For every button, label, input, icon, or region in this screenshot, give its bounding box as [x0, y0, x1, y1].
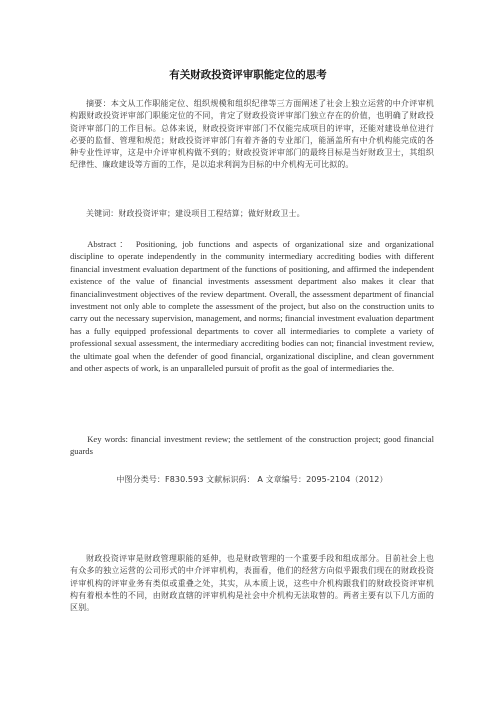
- abstract-english-text: Positioning, job functions and aspects of organizational size and organizational discipline to operate independently in the community intermediary accrediting bodies with different financial investment evaluation department of the functions of positioning, and affirmed the independent existence of the value of financial investments assessment department also makes it clear that financialinvestment objectives of the review department. Overall, the assessment department of financial investment not only able to complete the assessment of the project, but also on the construction units to carry out the necessary supervision, management, and norms; financial investment evaluation department has a fully equipped professional departments to cover all intermediaries to complete a variety of professional sexual assessment, the intermediary accrediting bodies can not; financial investment review, the ultimate goal when the defender of good financial, organizational discipline, and clean government and other aspects of work, is an unparalleled pursuit of profit as the goal of intermediaries the.: [70, 239, 434, 374]
- keywords-chinese: [70, 208, 434, 220]
- abstract-chinese-label: 摘要：: [86, 99, 111, 108]
- abstract-chinese-text: 本文从工作职能定位、组织规模和组织纪律等三方面阐述了社会上独立运营的中介评审机构跟财政投资评审部门职能定位的不同，肯定了财政投资评审部门独立存在的价值，也明确了财政投资评审部门的工作目标。总体来说，财政投资评审部门不仅能完成项目的评审，还能对建设单位进行必要的监督、管理和规范；财政投资评审部门有着齐备的专业部门，能涵盖所有中介机构能完成的各种专业性评审，这是中介评审机构做不到的；财政投资评审部门的最终目标是当好财政卫士，其组织纪律性、廉政建设等方面的工作，是以追求利润为目标的中介机构无可比拟的。: [70, 99, 434, 170]
- abstract-english: [70, 238, 434, 374]
- abstract-english-label: Abstract：: [87, 239, 131, 249]
- keywords-chinese-text: 财政投资评审；建设项目工程结算；做好财政卫士。: [118, 209, 305, 218]
- page-title: 有关财政投资评审职能定位的思考: [169, 69, 327, 81]
- classification-line: 中图分类号：F830.593 文献标识码： A 文章编号：2095-2104（2012）: [116, 475, 388, 484]
- body-paragraph: 财政投资评审是财政管理职能的延伸，也是财政管理的一个重要手段和组成部分。目前社会上也有众多的独立运营的公司形式的中介评审机构，表面看，他们的经营方向似乎跟我们现在的财政投资评审机构的评审业务有类似或重叠之处，其实，从本质上说，这些中介机构跟我们的财政投资评审机构有着根本性的不同，由财政直辖的评审机构是社会中介机构无法取替的。两者主要有以下几方面的区别。: [70, 554, 434, 613]
- abstract-chinese: [70, 98, 434, 172]
- keywords-english-text: financial investment review; the settlement of the construction project; good financial guards: [70, 434, 434, 457]
- keywords-chinese-label: 关键词：: [86, 209, 119, 218]
- keywords-english: [70, 433, 434, 458]
- keywords-english-label: Key words:: [87, 434, 128, 444]
